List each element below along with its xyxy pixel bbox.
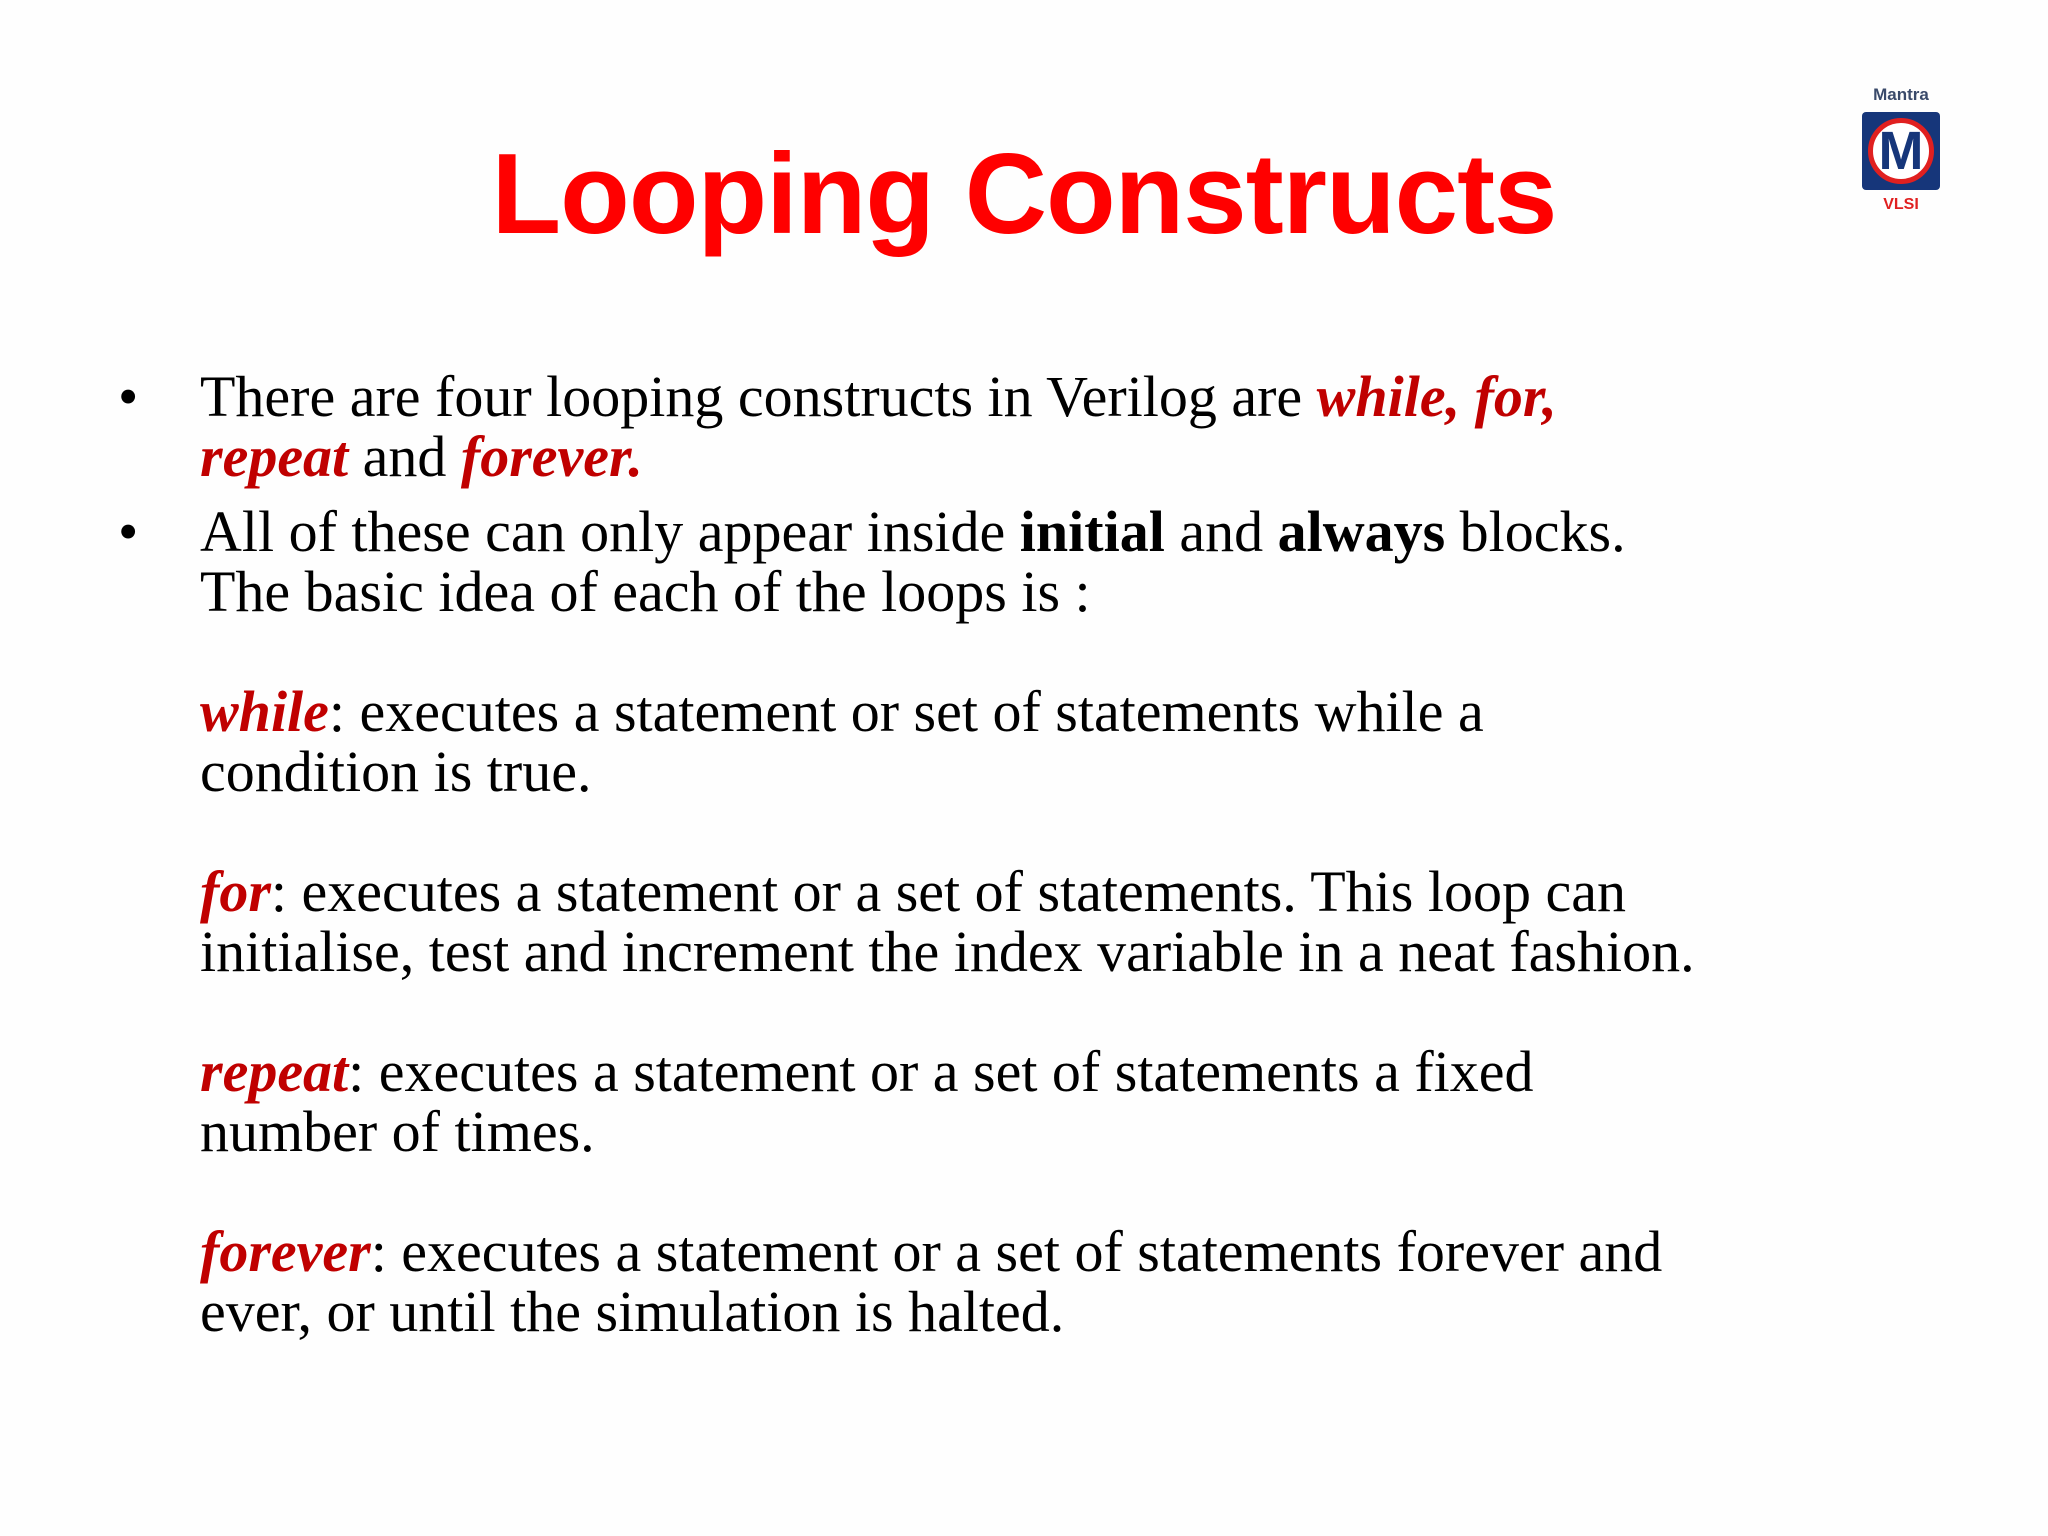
definition-for-term: for [200,859,271,924]
bullet-1-keyword-repeat: repeat [200,424,349,489]
bullet-2-always: always [1277,499,1446,564]
bullet-1-line-1 [200,364,1960,429]
bullet-2-intro: All of these can only appear inside [200,499,1020,564]
logo-mark [1862,112,1940,190]
bullet-2-initial: initial [1019,499,1165,564]
definition-repeat-line-2: number of times. [200,1099,595,1164]
definition-forever-text: : executes a statement or a set of statements forever and [370,1219,1663,1284]
definition-repeat-line-1 [200,1039,1960,1104]
bullet-1-keyword-while-for: while, for, [1316,364,1557,429]
definition-while-text: : executes a statement or set of statements while a [328,679,1484,744]
bullet-2-and: and [1164,499,1278,564]
bullet-1-and: and [348,424,461,489]
definition-forever-term: forever [200,1219,371,1284]
bullet-1-keyword-forever: forever. [460,424,643,489]
definition-repeat-term: repeat [200,1039,349,1104]
slide-title: Looping Constructs [491,131,1557,258]
definition-for-line-2: initialise, test and increment the index variable in a neat fashion. [200,919,1695,984]
definition-while-line-2: condition is true. [200,739,592,804]
bullet-1-line-2 [200,424,1960,489]
bullet-1-intro: There are four looping constructs in Verilog are [200,364,1317,429]
bullet-2-line-1 [200,499,1960,564]
bullet-marker: • [118,499,139,564]
mantra-vlsi-logo [1852,84,1950,224]
definition-repeat-text: : executes a statement or a set of statements a fixed [348,1039,1534,1104]
bullet-2-line-2: The basic idea of each of the loops is : [200,559,1091,624]
definition-for-line-1 [200,859,1960,924]
bullet-marker: • [118,364,139,429]
logo-letter: M [1878,121,1924,181]
definition-for-text: : executes a statement or a set of statements. This loop can [270,859,1626,924]
logo-bottom-text: VLSI [1883,196,1919,213]
logo-top-text: Mantra [1873,85,1929,104]
definition-forever-line-1 [200,1219,1960,1284]
bullet-2-end: blocks. [1445,499,1626,564]
definition-forever-line-2: ever, or until the simulation is halted. [200,1279,1065,1344]
definition-while-line-1 [200,679,1960,744]
definition-while-term: while [200,679,329,744]
